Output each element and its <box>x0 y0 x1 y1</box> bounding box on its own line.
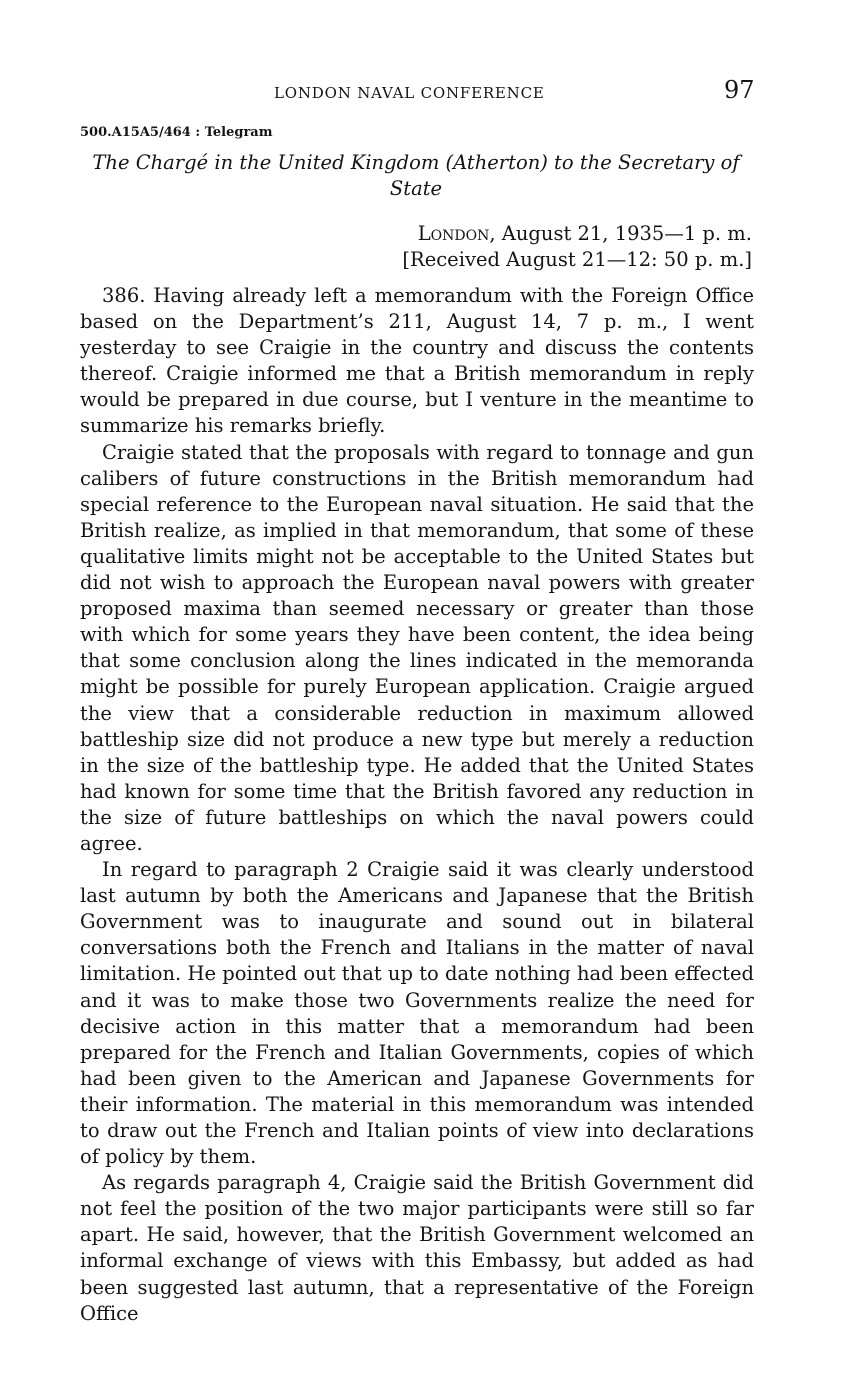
running-head: LONDON NAVAL CONFERENCE <box>274 84 545 102</box>
dateline-place: London <box>417 222 490 245</box>
dateline-date: , August 21, 1935—1 p. m. <box>489 222 752 245</box>
document-heading: The Chargé in the United Kingdom (Atherton) to the Secretary of State <box>92 151 740 200</box>
body-paragraph: Craigie stated that the proposals with regard to tonnage and gun calibers of future constructions in the British memorandum had special reference to the European naval situation. He said that the British realize, as implied in that memorandum, that some of these qualitative limits might not be acceptable to the United States but did not wish to approach the European naval powers with greater proposed maxima than seemed necessary or greater than those with which for some years they have been content, the idea being that some conclusion along the lines indicated in the memoranda might be possible for purely European application. Craigie argued the view that a considerable reduction in maximum allowed battleship size did not produce a new type but merely a reduction in the size of the battleship type. He added that the United States had known for some time that the British favored any reduction in the size of future battleships on which the naval powers could agree. <box>80 440 754 855</box>
file-reference: 500.A15A5/464 : Telegram <box>80 125 273 140</box>
received-line: [Received August 21—12: 50 p. m.] <box>402 248 752 271</box>
body-paragraph: As regards paragraph 4, Craigie said the British Government did not feel the position of the two major participants were still so far apart. He said, however, that the British Government welcomed an informal exchange of views with this Embassy, but added as had been suggested last autumn, that a representative of the Foreign Office <box>80 1171 754 1325</box>
body-paragraph: 386. Having already left a memorandum with the Foreign Office based on the Department’s 211, August 14, 7 p. m., I went yesterday to see Craigie in the country and discuss the contents thereof. Craigie informed me that a British memorandum in reply would be prepared in due course, but I venture in the meantime to summarize his remarks briefly. <box>80 284 754 438</box>
page-number: 97 <box>724 76 755 104</box>
telegram-body <box>80 283 754 1327</box>
body-paragraph: In regard to paragraph 2 Craigie said it was clearly understood last autumn by both the Americans and Japanese that the British Government was to inaugurate and sound out in bilateral conversations both the French and Italians in the matter of naval limitation. He pointed out that up to date nothing had been effected and it was to make those two Governments realize the need for decisive action in this matter that a memorandum had been prepared for the French and Italian Governments, copies of which had been given to the American and Japanese Governments for their information. The material in this memorandum was intended to draw out the French and Italian points of view into declarations of policy by them. <box>80 858 754 1169</box>
dateline <box>380 222 752 245</box>
